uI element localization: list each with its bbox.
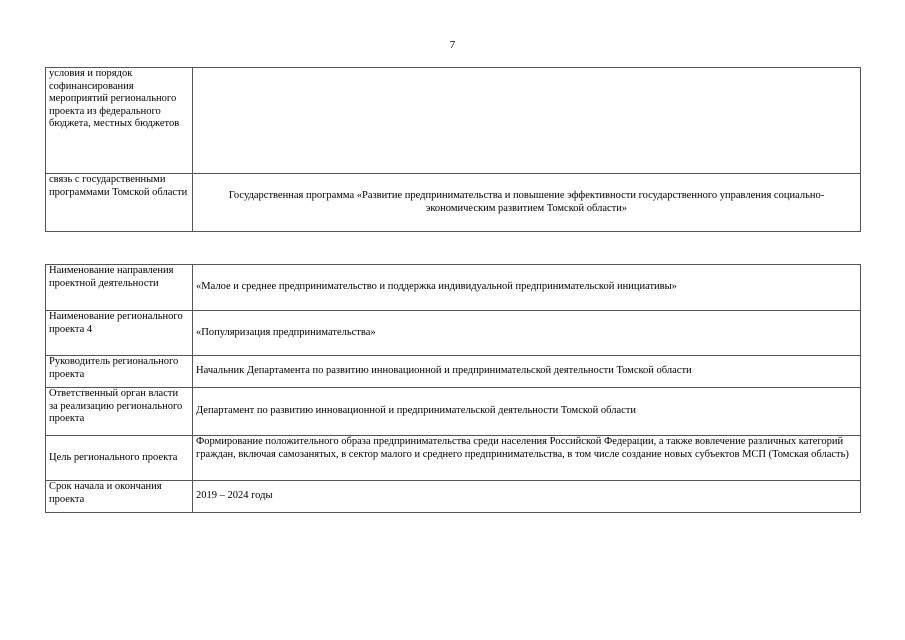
row-label: Цель регионального проекта bbox=[46, 436, 193, 481]
row-value bbox=[193, 68, 861, 174]
row-value: 2019 – 2024 годы bbox=[193, 481, 861, 513]
table-row bbox=[46, 311, 861, 356]
table-row bbox=[46, 388, 861, 436]
row-value: Государственная программа «Развитие предпринимательства и повышение эффективности государственного управления социально-экономическим развитием Томской области» bbox=[193, 174, 861, 232]
table-row bbox=[46, 265, 861, 311]
regional-project-table bbox=[45, 264, 861, 513]
row-label: связь с государственными программами Томской области bbox=[46, 174, 193, 232]
row-label: Ответственный орган власти за реализацию регионального проекта bbox=[46, 388, 193, 436]
table-row bbox=[46, 356, 861, 388]
row-value: Начальник Департамента по развитию инновационной и предпринимательской деятельности Томской области bbox=[193, 356, 861, 388]
row-value: Формирование положительного образа предпринимательства среди населения Российской Федерации, а также вовлечение различных категорий граждан, включая самозанятых, в сектор малого и среднего предпринимательства, в том числе создание новых субъектов МСП (Томская область) bbox=[193, 436, 861, 481]
table-row bbox=[46, 481, 861, 513]
row-value: «Малое и среднее предпринимательство и поддержка индивидуальной предпринимательской инициативы» bbox=[193, 265, 861, 311]
row-value: Департамент по развитию инновационной и предпринимательской деятельности Томской области bbox=[193, 388, 861, 436]
row-label: Срок начала и окончания проекта bbox=[46, 481, 193, 513]
page-number: 7 bbox=[449, 39, 456, 51]
table-row bbox=[46, 436, 861, 481]
row-label: Наименование направления проектной деятельности bbox=[46, 265, 193, 311]
cofinancing-table bbox=[45, 67, 861, 232]
row-label: Наименование регионального проекта 4 bbox=[46, 311, 193, 356]
row-label: Руководитель регионального проекта bbox=[46, 356, 193, 388]
table-row bbox=[46, 174, 861, 232]
row-value: «Популяризация предпринимательства» bbox=[193, 311, 861, 356]
table-row bbox=[46, 68, 861, 174]
row-label: условия и порядок софинансирования мероприятий регионального проекта из федерального бюджета, местных бюджетов bbox=[46, 68, 193, 174]
